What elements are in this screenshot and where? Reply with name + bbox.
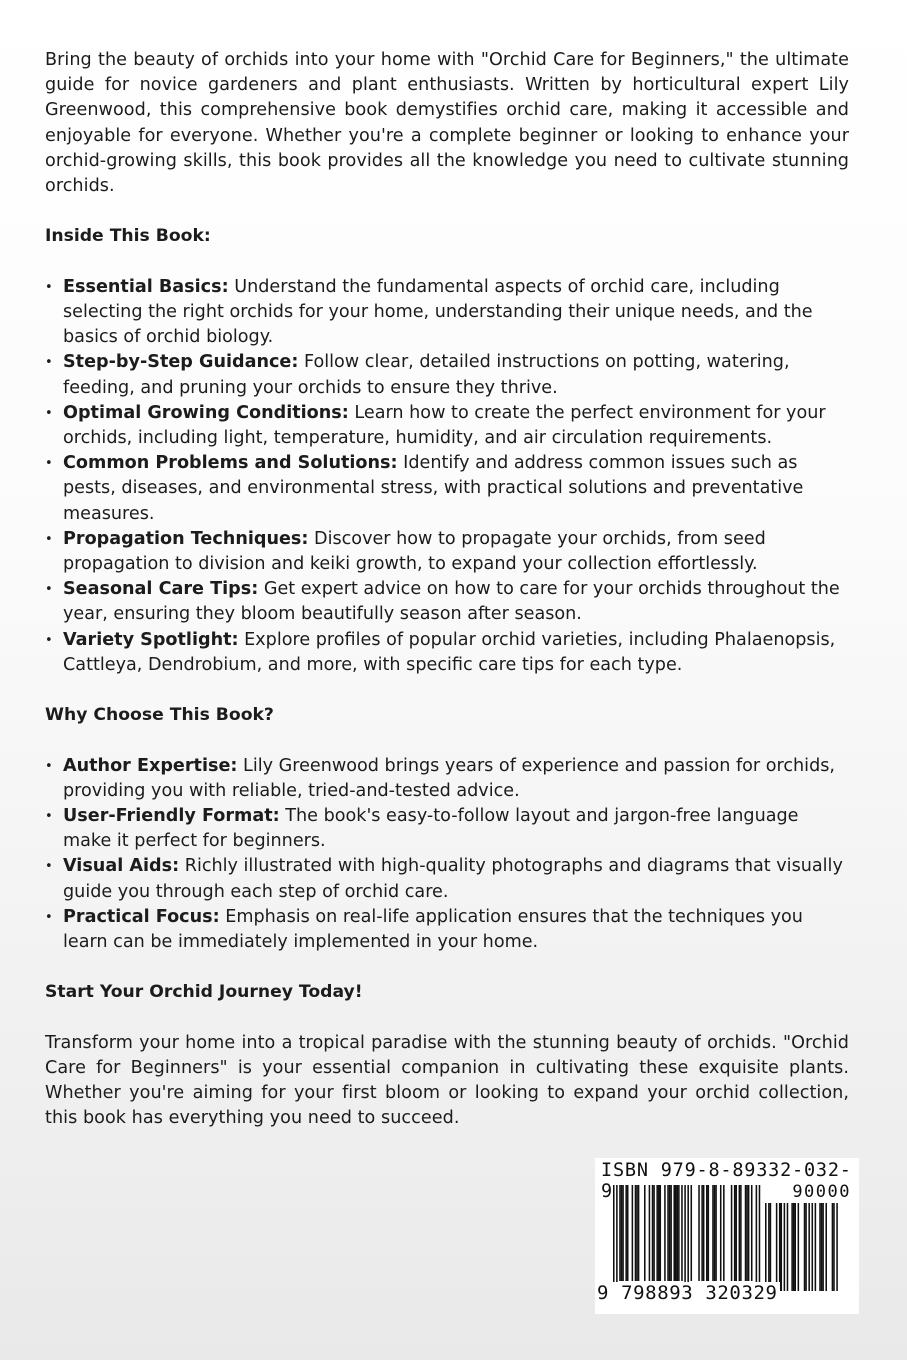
barcode-bar bbox=[658, 1185, 660, 1281]
barcode-bar bbox=[836, 1203, 838, 1291]
barcode-bar bbox=[794, 1203, 796, 1291]
barcode-bar bbox=[708, 1185, 710, 1281]
why-list-item bbox=[45, 854, 849, 904]
isbn-barcode bbox=[595, 1158, 859, 1314]
barcode-bar bbox=[706, 1185, 708, 1281]
barcode-bar bbox=[673, 1185, 675, 1281]
inside-list-item-text: Follow clear, detailed instructions on potting, watering, feeding, and pruning your orchids to ensure they thrive. bbox=[63, 352, 790, 398]
barcode-bar bbox=[638, 1185, 640, 1281]
why-list-item-text: Richly illustrated with high-quality photographs and diagrams that visually guide you through each step of orchid care. bbox=[63, 856, 843, 902]
barcode-bar bbox=[731, 1185, 733, 1281]
why-list bbox=[45, 754, 849, 956]
why-list-item-term: Author Expertise: bbox=[63, 755, 238, 776]
inside-list-item-term: Propagation Techniques: bbox=[63, 528, 309, 549]
inside-list-item-term: Common Problems and Solutions: bbox=[63, 453, 398, 474]
inside-list-item bbox=[45, 401, 849, 451]
barcode-bar bbox=[616, 1185, 618, 1289]
ean-barcode-bars bbox=[613, 1185, 763, 1293]
barcode-bar bbox=[798, 1203, 800, 1291]
barcode-bar bbox=[815, 1203, 817, 1291]
barcode-bar bbox=[701, 1185, 703, 1281]
inside-list-item bbox=[45, 527, 849, 577]
why-list-item-term: Visual Aids: bbox=[63, 856, 180, 877]
barcode-bar bbox=[784, 1203, 786, 1291]
barcode-bar bbox=[745, 1185, 747, 1281]
inside-heading: Inside This Book: bbox=[45, 226, 211, 247]
inside-list-item bbox=[45, 577, 849, 627]
barcode-bar bbox=[621, 1185, 623, 1281]
barcode-bar bbox=[793, 1203, 795, 1291]
barcode-bar bbox=[691, 1185, 693, 1281]
barcode-bar bbox=[677, 1185, 679, 1281]
journey-paragraph: Transform your home into a tropical paradise with the stunning beauty of orchids. "Orchid Care for Beginners" is your essential companion in cultivating these exquisite plants. Whether you're aiming for your first bloom or looking to expand your orchid collection, this book has everything you need to succeed. bbox=[45, 1032, 849, 1129]
why-heading: Why Choose This Book? bbox=[45, 705, 274, 726]
barcode-bar bbox=[751, 1185, 753, 1281]
bullet-icon: • bbox=[45, 859, 53, 875]
barcode-bar bbox=[678, 1185, 680, 1281]
barcode-bar bbox=[675, 1185, 677, 1281]
barcode-bar bbox=[613, 1185, 615, 1289]
bullet-icon: • bbox=[45, 405, 53, 421]
bullet-icon: • bbox=[45, 279, 53, 295]
bullet-icon: • bbox=[45, 758, 53, 774]
bullet-icon: • bbox=[45, 632, 53, 648]
why-list-item-text: The book's easy-to-follow layout and jargon-free language make it perfect for beginners. bbox=[63, 806, 799, 852]
barcode-bar bbox=[720, 1185, 722, 1281]
barcode-bar bbox=[740, 1185, 742, 1281]
inside-list-item-text: Explore profiles of popular orchid varieties, including Phalaenopsis, Cattleya, Dendrobium, and more, with specific care tips for each type. bbox=[63, 629, 836, 675]
barcode-bar bbox=[787, 1203, 789, 1291]
why-list-item-text: Emphasis on real-life application ensures that the techniques you learn can be immediately implemented in your home. bbox=[63, 906, 803, 953]
barcode-bar bbox=[684, 1185, 686, 1289]
barcode-bar bbox=[812, 1203, 814, 1291]
barcode-bar bbox=[759, 1185, 761, 1289]
barcode-bar bbox=[832, 1203, 834, 1291]
barcode-bar bbox=[644, 1185, 646, 1281]
inside-list bbox=[45, 275, 849, 678]
inside-list-item-term: Step-by-Step Guidance: bbox=[63, 352, 299, 373]
inside-list-item-text: Understand the fundamental aspects of orchid care, including selecting the right orchids for your home, understanding their unique needs, and the basics of orchid biology. bbox=[63, 276, 813, 348]
barcode-bar bbox=[660, 1185, 662, 1281]
barcode-bar bbox=[687, 1185, 689, 1289]
inside-list-item-text: Discover how to propagate your orchids, from seed propagation to division and keiki growth, to expand your collection effortlessly. bbox=[63, 528, 766, 575]
inside-list-item-text: Get expert advice on how to care for your orchids throughout the year, ensuring they bloom beautifully season after season. bbox=[63, 579, 840, 625]
inside-list-item bbox=[45, 628, 849, 678]
barcode-bar bbox=[664, 1185, 666, 1281]
barcode-bar bbox=[734, 1185, 736, 1281]
inside-list-item-text: Identify and address common issues such as pests, diseases, and environmental stress, with practical solutions and preventative measures. bbox=[63, 453, 804, 524]
inside-list-item-term: Seasonal Care Tips: bbox=[63, 579, 259, 600]
barcode-bar bbox=[765, 1203, 767, 1291]
barcode-bar bbox=[715, 1185, 717, 1281]
back-cover-text bbox=[45, 48, 849, 1132]
barcode-bar bbox=[746, 1185, 748, 1281]
barcode-bar bbox=[756, 1185, 758, 1289]
barcode-bar bbox=[805, 1203, 807, 1291]
barcode-bar bbox=[712, 1185, 714, 1281]
barcode-bar bbox=[781, 1203, 783, 1291]
barcode-bar bbox=[670, 1185, 672, 1281]
barcode-bar bbox=[649, 1185, 651, 1281]
barcode-bar bbox=[667, 1185, 669, 1281]
inside-list-item bbox=[45, 350, 849, 400]
barcode-bar bbox=[625, 1185, 627, 1281]
inside-list-item-text: Learn how to create the perfect environment for your orchids, including light, temperature, humidity, and air circulation requirements. bbox=[63, 402, 826, 449]
barcode-bar bbox=[636, 1185, 638, 1281]
why-list-item bbox=[45, 905, 849, 955]
barcode-bar bbox=[776, 1203, 778, 1291]
barcode-bar bbox=[833, 1203, 835, 1291]
barcode-bar bbox=[770, 1203, 772, 1291]
barcode-bar bbox=[779, 1203, 781, 1291]
inside-list-item-term: Essential Basics: bbox=[63, 276, 229, 297]
barcode-bar bbox=[791, 1203, 793, 1291]
intro-paragraph: Bring the beauty of orchids into your home with "Orchid Care for Beginners," the ultimate guide for novice gardeners and plant enthusiasts. Written by horticultural expert Lily Greenwood, this comprehensive book demystifies orchid care, making it accessible and enjoyable for everyone. Whether you're a complete beginner or looking to enhance your orchid-growing skills, this book provides all the knowledge you need to cultivate stunning orchids. bbox=[45, 50, 849, 197]
barcode-bar bbox=[632, 1185, 634, 1281]
why-list-item-text: Lily Greenwood brings years of experience and passion for orchids, providing you with reliable, tried-and-tested advice. bbox=[63, 755, 835, 801]
bullet-icon: • bbox=[45, 355, 53, 371]
inside-list-item bbox=[45, 275, 849, 351]
barcode-bar bbox=[822, 1203, 824, 1291]
barcode-bar bbox=[619, 1185, 621, 1281]
journey-heading: Start Your Orchid Journey Today! bbox=[45, 982, 363, 1003]
barcode-bar bbox=[825, 1203, 827, 1291]
inside-list-item-term: Optimal Growing Conditions: bbox=[63, 402, 349, 423]
why-list-item bbox=[45, 754, 849, 804]
barcode-bar bbox=[698, 1185, 700, 1281]
inside-list-item bbox=[45, 451, 849, 527]
barcode-bar bbox=[714, 1185, 716, 1281]
barcode-bar bbox=[627, 1185, 629, 1281]
isbn-label: ISBN 979-8-89332-032-9 bbox=[601, 1160, 852, 1202]
addon-barcode-bars bbox=[765, 1203, 849, 1293]
why-list-item bbox=[45, 804, 849, 854]
bullet-icon: • bbox=[45, 809, 53, 825]
barcode-bar bbox=[819, 1203, 821, 1291]
barcode-bar bbox=[804, 1203, 806, 1291]
barcode-bar bbox=[739, 1185, 741, 1281]
why-list-item-term: User-Friendly Format: bbox=[63, 806, 280, 827]
barcode-bar bbox=[703, 1185, 705, 1281]
inside-list-item-term: Variety Spotlight: bbox=[63, 629, 239, 650]
barcode-bar bbox=[635, 1185, 637, 1281]
barcode-bar bbox=[808, 1203, 810, 1291]
barcode-bar bbox=[656, 1185, 658, 1281]
barcode-bar bbox=[652, 1185, 654, 1281]
ean-digits: 9 798893 320329 bbox=[597, 1282, 778, 1304]
barcode-bar bbox=[681, 1185, 683, 1281]
barcode-bar bbox=[723, 1185, 725, 1281]
bullet-icon: • bbox=[45, 909, 53, 925]
barcode-bar bbox=[821, 1203, 823, 1291]
barcode-bar bbox=[768, 1203, 770, 1291]
barcode-bar bbox=[622, 1185, 624, 1281]
barcode-bar bbox=[748, 1185, 750, 1281]
bullet-icon: • bbox=[45, 582, 53, 598]
barcode-bar bbox=[653, 1185, 655, 1281]
why-list-item-term: Practical Focus: bbox=[63, 906, 220, 927]
bullet-icon: • bbox=[45, 531, 53, 547]
bullet-icon: • bbox=[45, 456, 53, 472]
barcode-bar bbox=[669, 1185, 671, 1281]
price-addon-digits: 90000 bbox=[792, 1182, 851, 1202]
barcode-bar bbox=[735, 1185, 737, 1281]
